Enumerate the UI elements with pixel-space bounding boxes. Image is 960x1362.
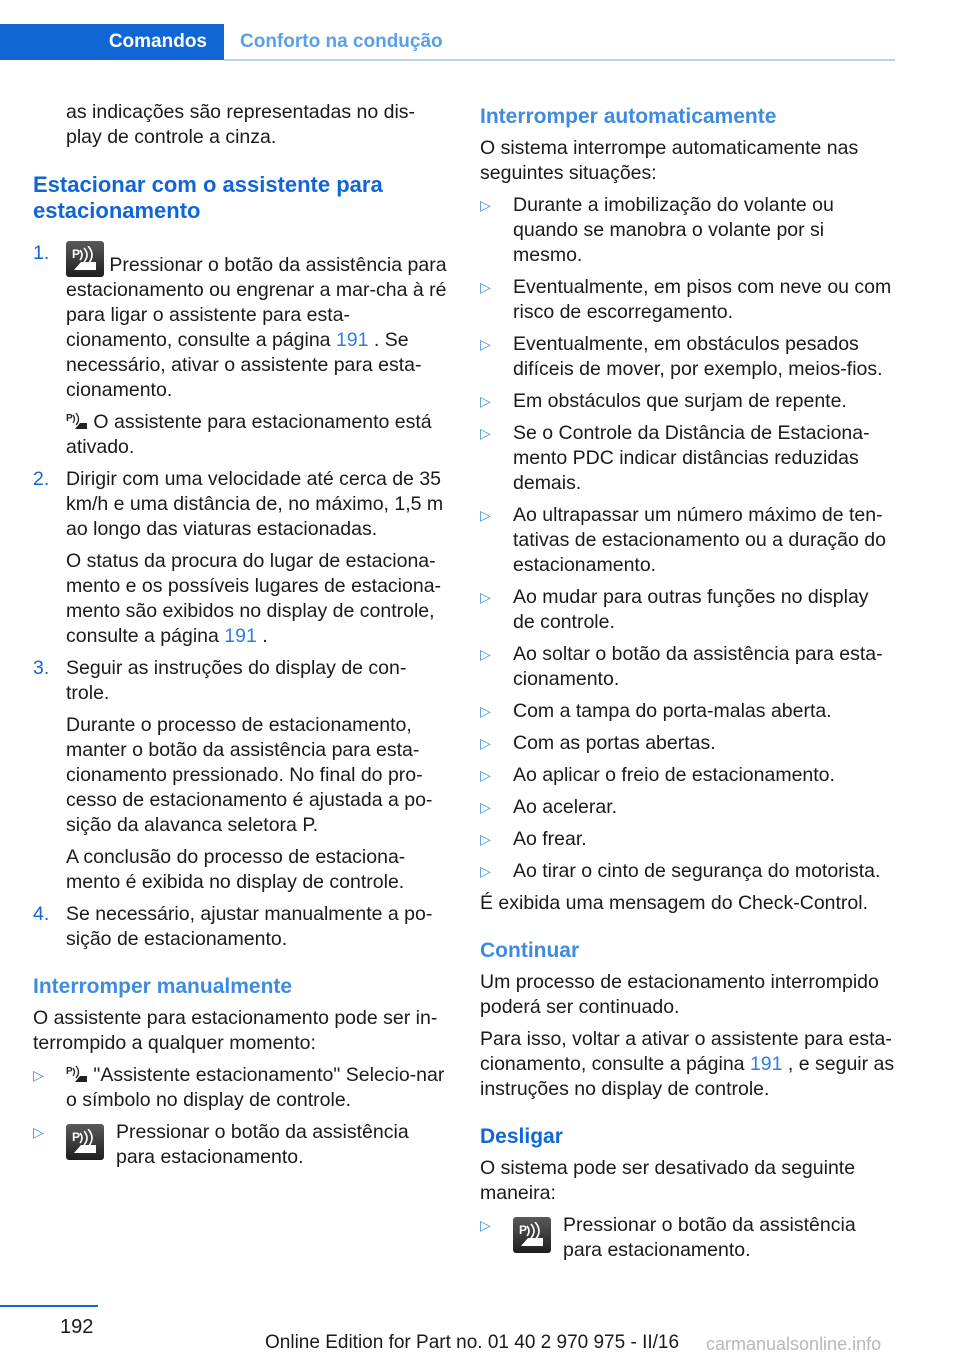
park-assist-button-icon — [66, 1124, 104, 1160]
list-item: ▷ Ao ultrapassar um número máximo de ten-tativas de estacionamento ou a duração do estacionamento. — [480, 504, 886, 576]
manual-intro: O assistente para estacionamento pode ser in-terrompido a qualquer momento: — [33, 1007, 438, 1054]
svg-text:P: P — [72, 247, 81, 261]
left-column — [33, 100, 448, 1177]
svg-text:P: P — [66, 413, 73, 424]
triangle-bullet-icon: ▷ — [480, 197, 491, 213]
list-item: ▷ Se o Controle da Distância de Estaciona-mento PDC indicar distâncias reduzidas demais. — [480, 422, 870, 494]
heading-interromper-manualmente: Interromper manualmente — [33, 975, 293, 998]
header-divider — [224, 59, 895, 61]
page-header — [0, 24, 895, 62]
list-item: ▷ P Pressionar o botão da assistência para estacionamento. — [33, 1121, 409, 1168]
auto-intro: O sistema interrompe automaticamente nas seguintes situações: — [480, 137, 859, 184]
list-item: ▷ Ao aplicar o freio de estacionamento. — [480, 764, 835, 786]
page-number: 192 — [60, 1316, 94, 1338]
list-item: ▷ Ao soltar o botão da assistência para esta-cionamento. — [480, 643, 883, 690]
svg-text:P: P — [519, 1223, 528, 1237]
step-number: 4. — [33, 903, 50, 925]
intro-paragraph: as indicações são representadas no dis-play de controle a cinza. — [66, 101, 416, 148]
list-item: ▷ Ao tirar o cinto de segurança do motorista. — [480, 860, 881, 882]
triangle-bullet-icon: ▷ — [480, 799, 491, 815]
park-assist-symbol-icon — [66, 411, 88, 431]
list-item: ▷ Ao acelerar. — [480, 796, 618, 818]
list-item: ▷ P Pressionar o botão da assistência para estacionamento. — [480, 1214, 856, 1261]
section-tab-conforto[interactable]: Conforto na condução — [240, 31, 443, 52]
triangle-bullet-icon: ▷ — [480, 703, 491, 719]
list-item: ▷ Com a tampa do porta-malas aberta. — [480, 700, 832, 722]
list-item: ▷ Em obstáculos que surjam de repente. — [480, 390, 847, 412]
triangle-bullet-icon: ▷ — [480, 863, 491, 879]
park-assist-button-icon — [66, 241, 104, 277]
triangle-bullet-icon: ▷ — [480, 425, 491, 441]
check-control-note: É exibida uma mensagem do Check-Control. — [480, 892, 869, 914]
step-number: 2. — [33, 468, 50, 490]
triangle-bullet-icon: ▷ — [480, 767, 491, 783]
footer-divider — [0, 1305, 98, 1307]
triangle-bullet-icon: ▷ — [33, 1124, 44, 1140]
continue-paragraph-2: Para isso, voltar a ativar o assistente para esta-cionamento, consulte a página 191 , e seguir as instruções no display de controle. — [480, 1028, 895, 1100]
page-link-191[interactable]: 191 — [335, 329, 369, 351]
page-link-191[interactable]: 191 — [224, 625, 257, 647]
park-assist-symbol-icon — [66, 1064, 88, 1084]
right-column — [480, 100, 895, 1270]
manual-bullets — [33, 1063, 448, 1170]
list-item: ▷ Ao frear. — [480, 828, 587, 850]
triangle-bullet-icon: ▷ — [480, 507, 491, 523]
off-intro: O sistema pode ser desativado da seguinte maneira: — [480, 1157, 856, 1204]
park-assist-button-icon — [513, 1217, 551, 1253]
list-item: ▷ P "Assistente estacionamento" Selecio-nar o símbolo no display de controle. — [33, 1064, 445, 1111]
triangle-bullet-icon: ▷ — [480, 831, 491, 847]
triangle-bullet-icon: ▷ — [480, 279, 491, 295]
triangle-bullet-icon: ▷ — [33, 1067, 44, 1083]
svg-text:P: P — [72, 1130, 81, 1144]
watermark: carmanualsonline.info — [706, 1334, 882, 1354]
step-2: 2. Dirigir com uma velocidade até cerca de 35 km/h e uma distância de, no máximo, 1,5 m ao longo das viaturas estacionadas. O status da procura do lugar de estaciona-mento e os possíveis lugares de estaciona-mento são exibidos no display de controle, consulte a página 191 . — [33, 468, 444, 647]
heading-estacionar: Estacionar com o assistente para estacionamento — [33, 172, 383, 223]
heading-continuar: Continuar — [480, 939, 580, 962]
page-link-191[interactable]: 191 — [749, 1053, 783, 1075]
list-item: ▷ Durante a imobilização do volante ou quando se manobra o volante por si mesmo. — [480, 194, 834, 266]
step-4: 4. Se necessário, ajustar manualmente a po-sição de estacionamento. — [33, 903, 433, 950]
step-3: 3. Seguir as instruções do display de con-trole. Durante o processo de estacionamento, manter o botão da assistência para esta-cionamento pressionado. No final do pro-cesso de estacionamento é ajustada a po-sição da alavanca seletora P. A conclusão do processo de estaciona-mento é exibida no display de controle. — [33, 657, 433, 893]
triangle-bullet-icon: ▷ — [480, 589, 491, 605]
edition-info: Online Edition for Part no. 01 40 2 970 975 - II/16 — [265, 1332, 680, 1353]
triangle-bullet-icon: ▷ — [480, 1217, 491, 1233]
svg-text:P: P — [66, 1066, 73, 1077]
triangle-bullet-icon: ▷ — [480, 393, 491, 409]
step-1: 1. P Pressionar o botão da assistência para estacionamento ou engrenar a mar-cha à ré para ligar o assistente para esta-cionamento, consulte a página 191 . Se necessário, ativar o assistente para esta-cionamento. P O assistente para estacionamento está ativado. — [33, 242, 447, 458]
step-number: 3. — [33, 657, 50, 679]
continue-paragraph-1: Um processo de estacionamento interrompido poderá ser continuado. — [480, 971, 879, 1018]
triangle-bullet-icon: ▷ — [480, 336, 491, 352]
triangle-bullet-icon: ▷ — [480, 735, 491, 751]
chapter-tab-comandos[interactable]: Comandos — [0, 24, 224, 60]
list-item: ▷ Eventualmente, em pisos com neve ou com risco de escorregamento. — [480, 276, 892, 323]
triangle-bullet-icon: ▷ — [480, 646, 491, 662]
heading-interromper-automaticamente: Interromper automaticamente — [480, 105, 777, 128]
auto-bullets — [480, 193, 895, 884]
heading-desligar: Desligar — [480, 1125, 563, 1148]
list-item: ▷ Com as portas abertas. — [480, 732, 716, 754]
step-number: 1. — [33, 242, 50, 264]
list-item: ▷ Eventualmente, em obstáculos pesados difíceis de mover, por exemplo, meios-fios. — [480, 333, 883, 380]
list-item: ▷ Ao mudar para outras funções no display de controle. — [480, 586, 869, 633]
